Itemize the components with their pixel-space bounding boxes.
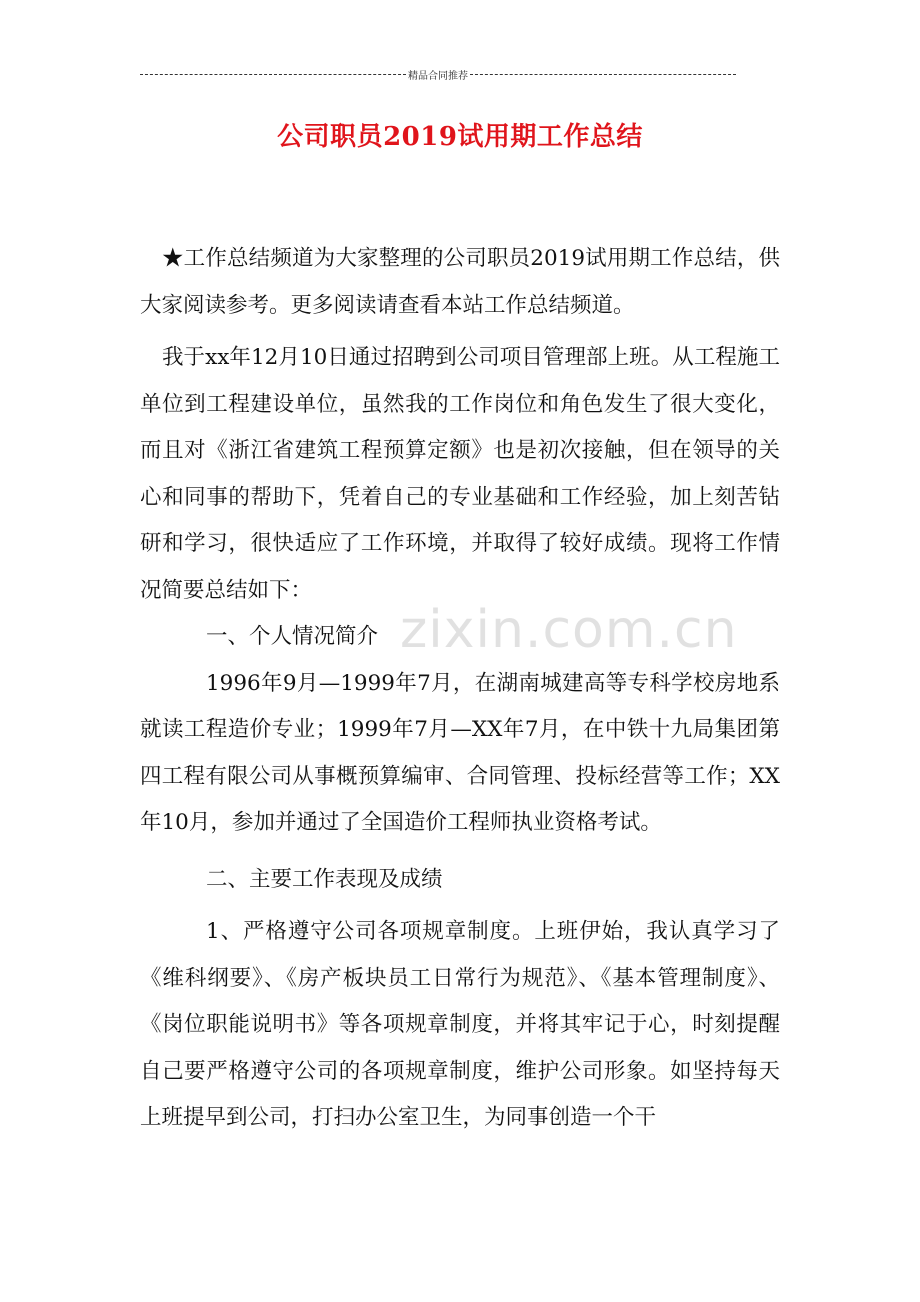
paragraph-intro: ★工作总结频道为大家整理的公司职员2019试用期工作总结，供大家阅读参考。更多阅读请查看本站工作总结频道。 (140, 246, 780, 318)
header-dash-right (470, 74, 736, 75)
section-heading-2: 二、主要工作表现及成绩 (206, 866, 443, 892)
paragraph-background: 1996年9月—1999年7月，在湖南城建高等专科学校房地系就读工程造价专业；1999年7月—XX年7月，在中铁十九局集团第四工程有限公司从事概预算编审、合同管理、投标经营等工作；XX年10月，参加并通过了全国造价工程师执业资格考试。 (140, 670, 780, 835)
watermark: zixin.com.cn (400, 600, 738, 660)
paragraph-rules: 1、严格遵守公司各项规章制度。上班伊始，我认真学习了《维科纲要》、《房产板块员工日常行为规范》、《基本管理制度》、《岗位职能说明书》等各项规章制度，并将其牢记于心，时刻提醒自己要严格遵守公司的各项规章制度，维护公司形象。如坚持每天上班提早到公司，打扫办公室卫生，为同事创造一个干 (140, 919, 780, 1130)
header-dash-left (140, 74, 406, 75)
section-heading-1: 一、个人情况简介 (206, 624, 379, 649)
header-rule (140, 66, 736, 82)
document-title: 公司职员2019试用期工作总结 (277, 122, 643, 152)
header-label: 精品合同推荐 (408, 70, 468, 82)
paragraph-start: 我于xx年12月10日通过招聘到公司项目管理部上班。从工程施工单位到工程建设单位，虽然我的工作岗位和角色发生了很大变化，而且对《浙江省建筑工程预算定额》也是初次接触，但在领导的关心和同事的帮助下，凭着自己的专业基础和工作经验，加上刻苦钻研和学习，很快适应了工作环境，并取得了较好成绩。现将工作情况简要总结如下： (140, 345, 780, 603)
document-body (140, 236, 780, 1142)
